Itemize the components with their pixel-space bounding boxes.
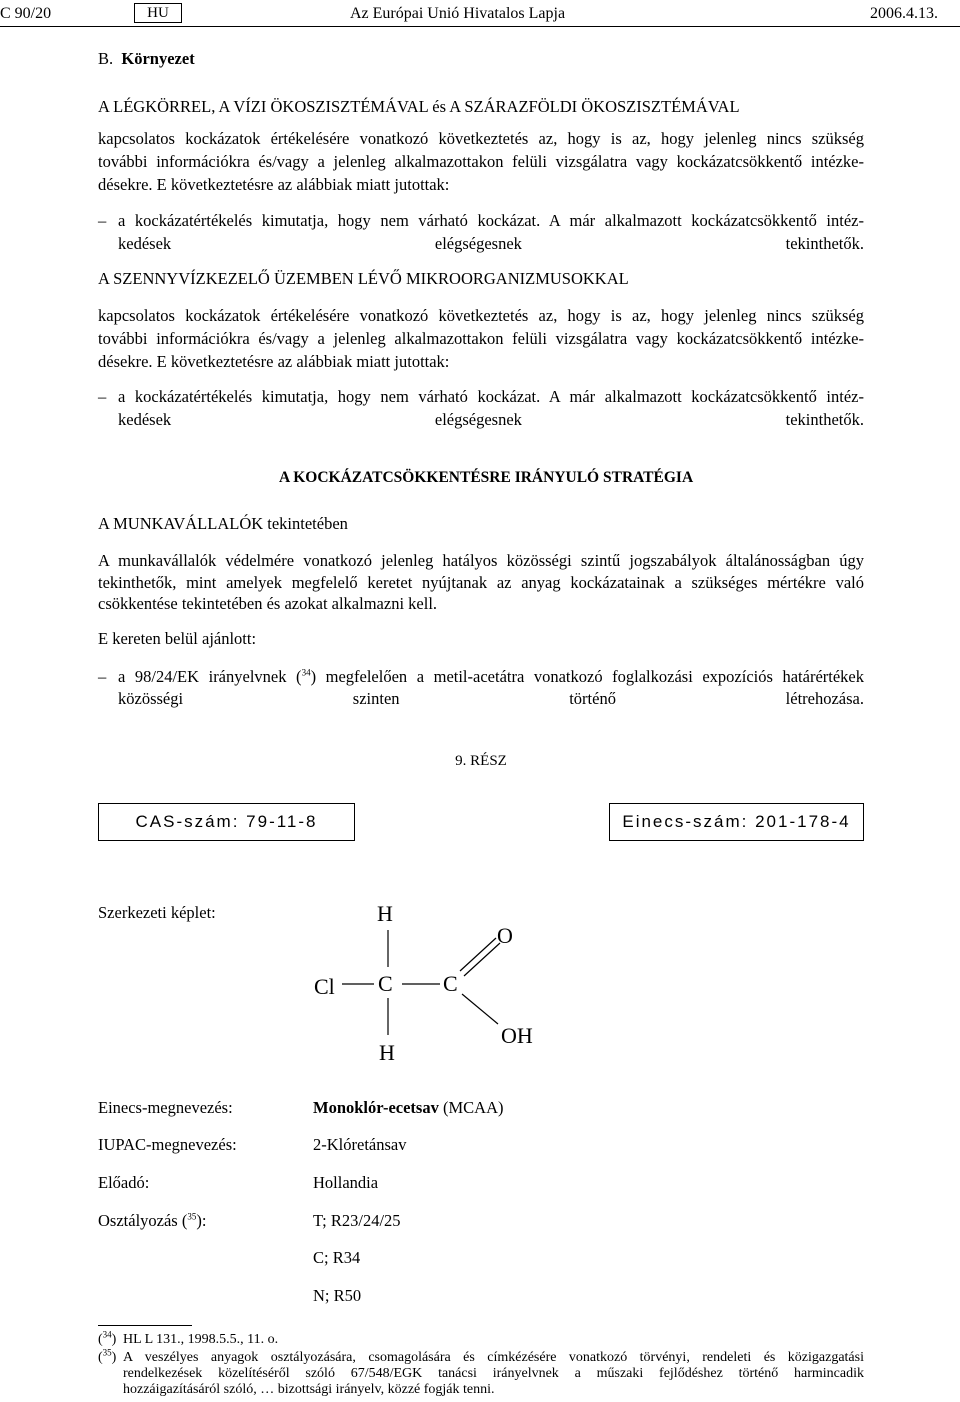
page-header — [0, 2, 960, 26]
subheading-wastewater: A SZENNYVÍZKEZELŐ ÜZEMBEN LÉVŐ MIKROORGANIZMUSOKKAL — [98, 269, 629, 288]
atom-o: O — [497, 923, 513, 948]
footnote-number: 34 — [102, 1329, 112, 1340]
footnote-34-text: HL L 131., 1998.5.5., 11. o. — [123, 1332, 279, 1347]
atom-h-top: H — [377, 901, 393, 926]
einecs-number-box: Einecs-szám: 201-178-4 — [609, 803, 864, 841]
einecs-name-value — [313, 1097, 503, 1118]
paragraph-line: további információkra és/vagy a jelenleg alkalmazottakon felüli vizsgálatra vagy kockázatcsökkentő intézke- — [98, 152, 864, 171]
paragraph-line: désekre. E következtetésre az alábbiak miatt jutottak: — [98, 175, 450, 194]
classification-value: C; R34 — [313, 1248, 361, 1267]
header-rule — [0, 26, 960, 27]
footnote-ref-35: 35 — [187, 1211, 197, 1222]
footnote-rule — [98, 1325, 192, 1326]
iupac-name-value: 2-Klóretánsav — [313, 1135, 407, 1154]
paragraph-line: további információkra és/vagy a jelenleg alkalmazottakon felüli vizsgálatra vagy kockázatcsökkentő intézke- — [98, 329, 864, 348]
atom-h-bottom: H — [379, 1040, 395, 1065]
classification-value: N; R50 — [313, 1286, 362, 1305]
paragraph-line: désekre. E következtetésre az alábbiak miatt jutottak: — [98, 352, 450, 371]
text-run: ) megfelelően a metil-acetátra vonatkozó foglalkozási expozíciós határértékek — [310, 667, 864, 686]
rapporteur-value: Hollandia — [313, 1173, 379, 1192]
classification-label — [98, 1210, 206, 1231]
substance-abbrev: (MCAA) — [438, 1098, 504, 1117]
subheading-workers: A MUNKAVÁLLALÓK tekintetében — [98, 514, 348, 533]
bond-c2-oh — [462, 994, 498, 1024]
section-title: Környezet — [121, 49, 195, 68]
bullet-line: a kockázatértékelés kimutatja, hogy nem várható kockázat. A már alkalmazott kockázatcsökkentő intéz- — [118, 387, 864, 406]
text-run: a 98/24/EK irányelvnek ( — [118, 667, 302, 686]
structural-formula — [300, 890, 560, 1070]
paragraph-line: csökkentése tekintetében és azokat alkalmazni kell. — [98, 594, 438, 613]
subheading-atmosphere: A LÉGKÖRREL, A VÍZI ÖKOSZISZTÉMÁVAL és A SZÁRAZFÖLDI ÖKOSZISZTÉMÁVAL — [98, 97, 740, 116]
paragraph-line: tekinthetők, mint amelyek megfelelő keretet nyújtanak az anyag kockázatainak a szükséges mértékre való — [98, 573, 864, 592]
language-badge: HU — [134, 3, 182, 23]
atom-c1: C — [378, 971, 393, 996]
recommendation-intro: E kereten belül ajánlott: — [98, 629, 257, 648]
bond-c2-o-b — [464, 943, 500, 976]
atom-c2: C — [443, 971, 458, 996]
classification-value: T; R23/24/25 — [313, 1211, 401, 1230]
bullet-line: közösségi szinten történő létrehozása. — [118, 689, 864, 708]
footnote-35-line: A veszélyes anyagok osztályozására, csomagolására és címkézésére vonatkozó törvényi, rendeleti és közigazgatási — [123, 1350, 864, 1365]
footnote-35-line: rendelkezések közelítéséről szóló 67/548/EGK tanácsi irányelvnek a műszaki fejlődéshez történő harmincadik — [123, 1366, 864, 1381]
section-letter: B. — [98, 49, 114, 68]
paragraph-line: kapcsolatos kockázatok értékelésére vonatkozó következtetés az, hogy is az, hogy jelenleg nincs szükség — [98, 129, 864, 148]
bullet-line: kedések elégségesnek tekinthetők. — [118, 234, 864, 253]
atom-oh: OH — [501, 1023, 533, 1048]
journal-title: Az Európai Unió Hivatalos Lapja — [350, 5, 566, 22]
bullet-line — [118, 666, 864, 687]
footnote-ref-34: 34 — [301, 667, 311, 678]
bullet-line: kedések elégségesnek tekinthetők. — [118, 410, 864, 429]
einecs-name-label: Einecs-megnevezés: — [98, 1098, 233, 1117]
bullet-dash: – — [98, 211, 107, 230]
substance-name: Monoklór-ecetsav — [313, 1098, 439, 1117]
bullet-dash: – — [98, 387, 107, 406]
footnote-number: 35 — [102, 1347, 112, 1358]
bond-c2-o-a — [460, 938, 496, 971]
footnote-34-marker: ($^{34}$) — [98, 1329, 117, 1347]
footnote-35-line: hozzáigazításáról szóló, … bizottsági irányelv, közzé fogják tenni. — [123, 1382, 495, 1397]
iupac-name-label: IUPAC-megnevezés: — [98, 1135, 237, 1154]
part-title: 9. RÉSZ — [455, 753, 507, 769]
page-number: C 90/20 — [0, 5, 52, 22]
structural-formula-label: Szerkezeti képlet: — [98, 903, 216, 922]
bullet-dash: – — [98, 667, 107, 686]
rapporteur-label: Előadó: — [98, 1173, 150, 1192]
paragraph-line: kapcsolatos kockázatok értékelésére vonatkozó következtetés az, hogy is az, hogy jelenleg nincs szükség — [98, 306, 864, 325]
paragraph-line: A munkavállalók védelmére vonatkozó jelenleg hatályos közösségi szintű jogszabályok általánosságban úgy — [98, 551, 864, 570]
strategy-title: A KOCKÁZATCSÖKKENTÉSRE IRÁNYULÓ STRATÉGIA — [279, 469, 694, 486]
atom-cl: Cl — [314, 974, 335, 999]
text-run: Osztályozás ( — [98, 1211, 188, 1230]
cas-number-box: CAS-szám: 79-11-8 — [98, 803, 355, 841]
text-run: ): — [196, 1211, 207, 1230]
footnote-35-marker: ($^{35}$) — [98, 1347, 117, 1365]
section-heading — [98, 48, 195, 69]
publication-date: 2006.4.13. — [870, 5, 938, 22]
bullet-line: a kockázatértékelés kimutatja, hogy nem várható kockázat. A már alkalmazott kockázatcsökkentő intéz- — [118, 211, 864, 230]
